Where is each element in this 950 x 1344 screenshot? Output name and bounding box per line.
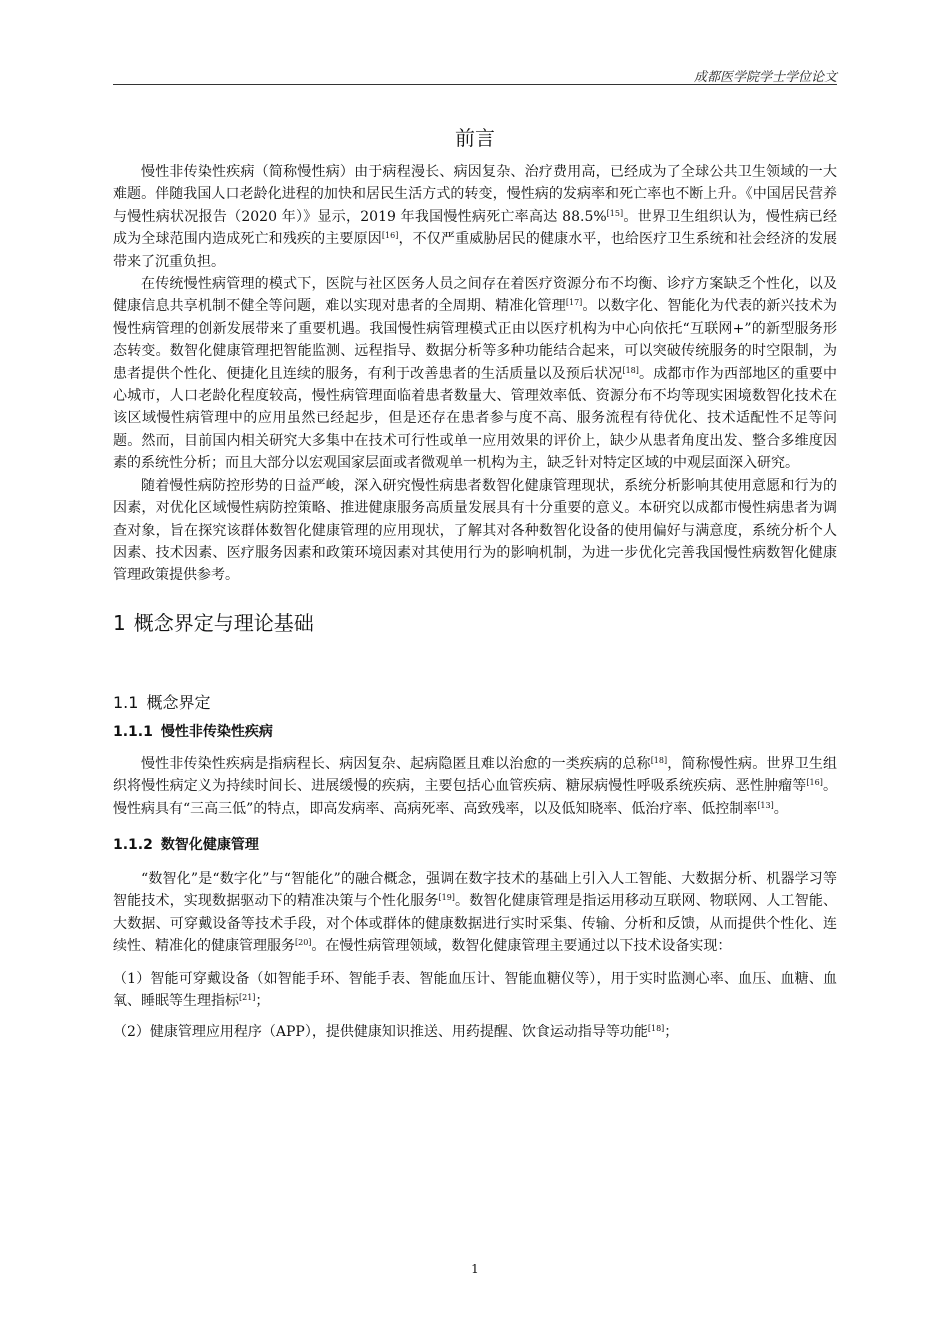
list-item-wearables	[113, 968, 837, 1013]
subsection-heading-2	[113, 834, 837, 854]
citation-marker: [20]	[295, 938, 312, 948]
citation-marker: [18]	[622, 365, 639, 375]
preface-paragraph-3	[113, 475, 837, 587]
text-run: 。成都市作为西部地区的重要中心城市，人口老龄化程度较高，慢性病管理面临着患者数量大、管理效率低、资源分布不均等现实困境数智化技术在该区域慢性病管理中的应用虽然已经起步，但是还存在患者参与度不高、服务流程有待优化、技术适配性不足等问题。然而，目前国内相关研究大多集中在技术可行性或单一应用效果的评价上，缺少从患者角度出发、整合多维度因素的系统性分析；而且大部分以宏观国家层面或者微观单一机构为主，缺乏针对特定区域的中观层面深入研究。	[113, 365, 838, 472]
citation-marker: [19]	[438, 893, 455, 903]
text-run: ，简称慢性病。世界卫生组织将慢性病定义为持续时间长、进展缓慢的疾病，主要包括心血管疾病、糖尿病慢性呼吸系统疾病、恶性肿瘤等	[113, 755, 838, 795]
subsection-heading-1	[113, 721, 837, 741]
citation-marker: [16]	[806, 778, 823, 788]
preface-title: 前言	[455, 126, 495, 150]
list-item-app	[113, 1021, 837, 1043]
text-run: 。世界卫生组织认为，慢性病已经成为全球范围内造成死亡和残疾的主要原因	[113, 208, 837, 248]
chapter-heading	[113, 607, 837, 636]
subsection-title: 慢性非传染性疾病	[160, 723, 273, 740]
text-run: “数智化”是“数字化”与“智能化”的融合概念，强调在数字技术的基础上引入人工智能、大数据分析、机器学习等智能技术，实现数据驱动下的精准决策与个性化服务	[113, 870, 837, 910]
preface-paragraph-2	[113, 273, 837, 475]
text-run: （1）智能可穿戴设备（如智能手环、智能手表、智能血压计、智能血糖仪等），用于实时监测心率、血压、血糖、血氧、睡眠等生理指标	[113, 970, 837, 1009]
text-run: 在传统慢性病管理的模式下，医院与社区医务人员之间存在着医疗资源分布不均衡、诊疗方案缺乏个性化，以及健康信息共享机制不健全等问题，难以实现对患者的全周期、精准化管理	[113, 276, 837, 315]
chapter-title: 概念界定与理论基础	[133, 610, 314, 635]
citation-marker: [15]	[606, 208, 624, 218]
text-run: ，不仅严重威胁居民的健康水平，也给医疗卫生系统和社会经济的发展带来了沉重负担。	[113, 231, 838, 270]
citation-marker: [16]	[381, 231, 399, 241]
citation-marker: [17]	[565, 298, 583, 308]
citation-marker: [13]	[757, 800, 774, 810]
text-run: 。慢性病具有“三高三低”的特点，即高发病率、高病死率、高致残率，以及低知晓率、低治疗率、低控制率	[113, 778, 838, 817]
text-run: 慢性非传染性疾病是指病程长、病因复杂、起病隐匿且难以治愈的一类疾病的总称	[141, 755, 651, 772]
section-heading	[113, 690, 837, 713]
chronic-disease-paragraph	[113, 753, 837, 820]
subsection-number: 1.1.2	[113, 836, 153, 853]
page-number: 1	[471, 1262, 479, 1276]
section-number: 1.1	[113, 692, 139, 712]
text-run: 。	[773, 800, 788, 817]
text-run: 。以数字化、智能化为代表的新兴技术为慢性病管理的创新发展带来了重要机遇。我国慢性病管理模式正由以医疗机构为中心向依托“互联网+”的新型服务形态转变。数智化健康管理把智能监测、远程指导、数据分析等多种功能结合起来，可以突破传统服务的时空限制，为患者提供个性化、便捷化且连续的服务，有利于改善患者的生活质量以及预后状况	[113, 298, 838, 382]
text-run: 。数智化健康管理是指运用移动互联网、物联网、人工智能、大数据、可穿戴设备等技术手段，对个体或群体的健康数据进行实时采集、传输、分析和反馈，从而提供个性化、连续性、精准化的健康管理服务	[113, 893, 837, 955]
text-run: 随着慢性病防控形势的日益严峻，深入研究慢性病患者数智化健康管理现状，系统分析影响其使用意愿和行为的因素，对优化区域慢性病防控策略、推进健康服务高质量发展具有十分重要的意义。本研究以成都市慢性病患者为调查对象，旨在探究该群体数智化健康管理的应用现状，了解其对各种数智化设备的使用偏好与满意度，系统分析个人因素、技术因素、医疗服务因素和政策环境因素对其使用行为的影响机制，为进一步优化完善我国慢性病数智化健康管理政策提供参考。	[113, 477, 837, 584]
digital-health-paragraph	[113, 868, 837, 958]
citation-marker: [18]	[647, 1024, 665, 1034]
running-header: 成都医学院学士学位论文	[693, 70, 837, 85]
preface-paragraph-1	[113, 161, 837, 273]
citation-marker: [21]	[239, 992, 256, 1002]
text-run: ；	[664, 1024, 679, 1041]
subsection-number: 1.1.1	[113, 723, 153, 740]
citation-marker: [18]	[650, 755, 668, 765]
page-body	[113, 122, 837, 1053]
text-run: 。在慢性病管理领域，数智化健康管理主要通过以下技术设备实现：	[311, 938, 732, 955]
subsection-title: 数智化健康管理	[160, 836, 259, 853]
text-run: 慢性非传染性疾病（简称慢性病）由于病程漫长、病因复杂、治疗费用高，已经成为了全球公共卫生领域的一大难题。伴随我国人口老龄化进程的加快和居民生活方式的转变，慢性病的发病率和死亡率也不断上升。《中国居民营养与慢性病状况报告（2020 年）》显示，2019 年我国慢性病死亡率高达 88.5%	[113, 164, 837, 225]
chapter-number: 1	[113, 610, 126, 635]
section-title: 概念界定	[146, 692, 211, 712]
text-run: ；	[255, 992, 270, 1009]
header-divider	[113, 84, 837, 85]
text-run: （2）健康管理应用程序（APP），提供健康知识推送、用药提醒、饮食运动指导等功能	[113, 1024, 648, 1041]
